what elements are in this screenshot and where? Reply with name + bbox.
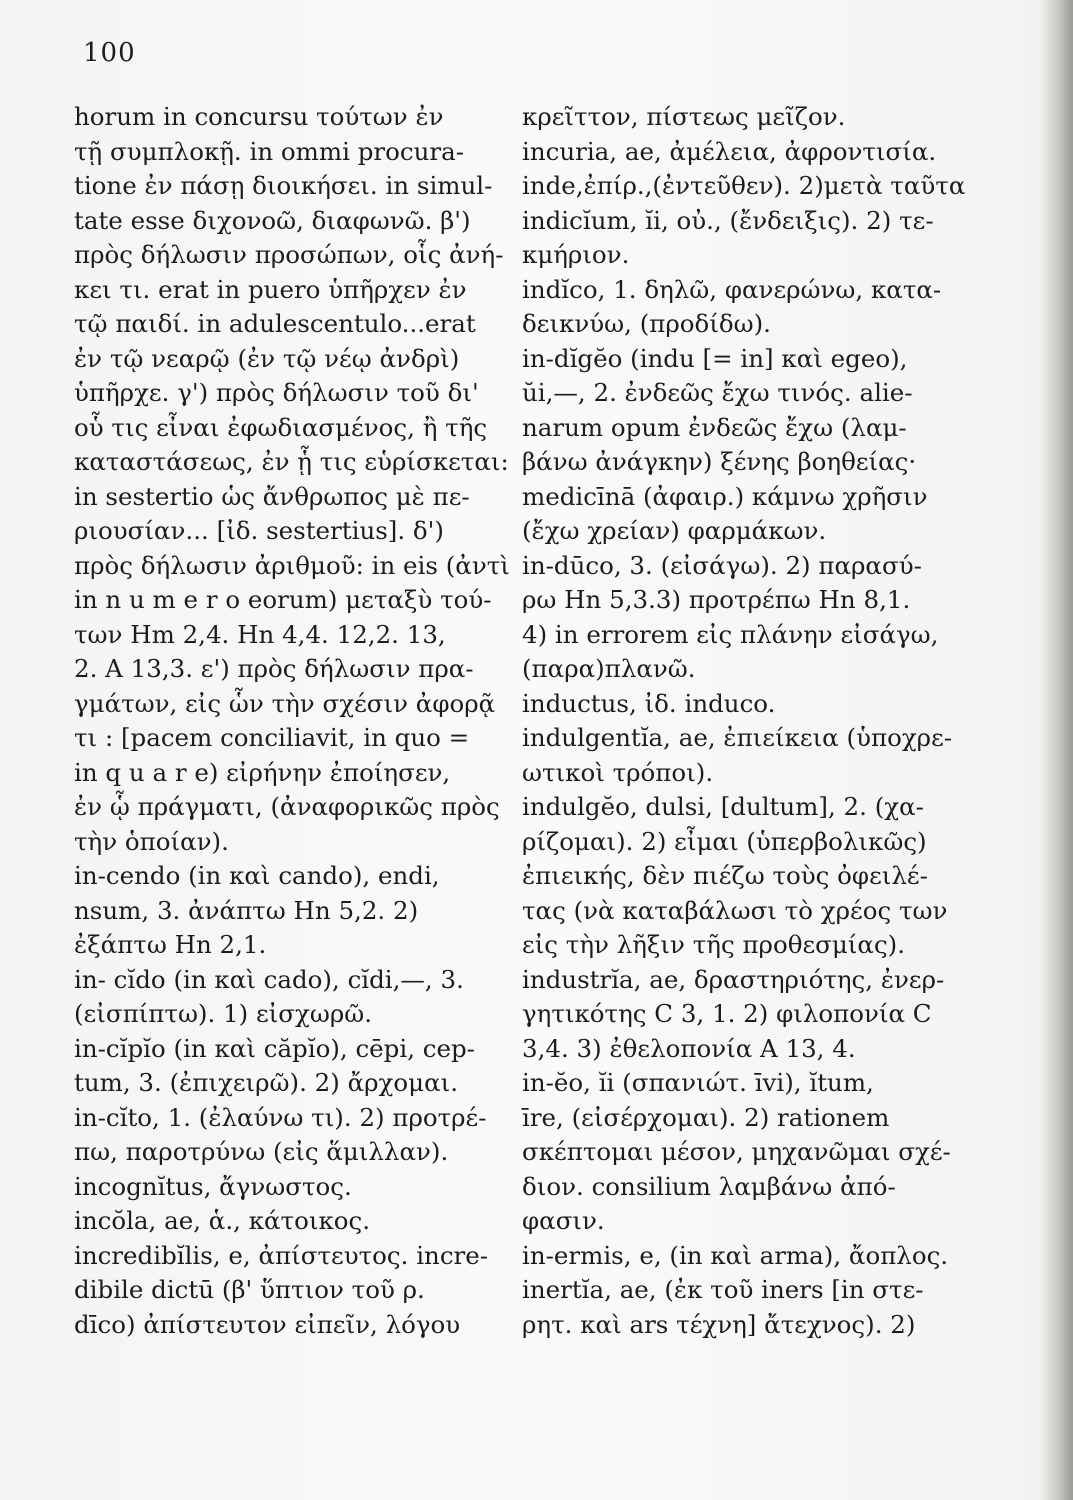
text-line: in-cĭto, 1. (ἐλαύνω τι). 2) προτρέ- xyxy=(74,1102,487,1132)
text-line: ἐν τῷ νεαρῷ (ἐν τῷ νέῳ ἀνδρὶ) xyxy=(74,343,460,373)
text-line: οὗ τις εἶναι ἐφωδιασμένος, ἢ τῆς xyxy=(74,412,488,442)
left-column xyxy=(74,100,514,1342)
text-line: in-cĭpĭo (in καὶ căpĭo), cēpi, cep- xyxy=(74,1033,475,1063)
text-line: inductus, ἰδ. induco. xyxy=(522,688,776,718)
page-number: 100 xyxy=(83,38,136,68)
text-line: πρὸς δήλωσιν προσώπων, οἷς ἀνή- xyxy=(74,240,504,269)
right-column xyxy=(522,100,992,1342)
text-line: medicīnā (ἀφαιρ.) κάμνω χρῆσιν xyxy=(522,481,928,511)
text-line: (παρα)πλανῶ. xyxy=(522,654,696,683)
text-line: καταστάσεως, ἐν ᾗ τις εὑρίσκεται: xyxy=(74,447,509,476)
text-line: incognĭtus, ἄγνωστος. xyxy=(74,1171,352,1201)
text-line: ἐν ᾧ πράγματι, (ἀναφορικῶς πρὸς xyxy=(74,792,500,821)
text-line: ρίζομαι). 2) εἶμαι (ὑπερβολικῶς) xyxy=(522,826,927,856)
text-line: in-ermis, e, (in καὶ arma), ἄοπλος. xyxy=(522,1240,949,1270)
text-line: tum, 3. (ἐπιχειρῶ). 2) ἄρχομαι. xyxy=(74,1068,459,1097)
text-line: γητικότης C 3, 1. 2) φιλοπονία C xyxy=(522,999,932,1028)
text-line: φασιν. xyxy=(522,1206,605,1235)
text-line: dīco) ἀπίστευτον εἰπεῖν, λόγου xyxy=(74,1309,461,1339)
text-line: γμάτων, εἰς ὧν τὴν σχέσιν ἀφορᾷ xyxy=(74,688,496,718)
text-line: διον. consilium λαμβάνω ἀπό- xyxy=(522,1171,896,1201)
text-line: δεικνύω, (προδίδω). xyxy=(522,309,771,338)
text-line: indulgĕo, dulsi, [dultum], 2. (χα- xyxy=(522,792,924,821)
text-line: in-dūco, 3. (εἰσάγω). 2) παρασύ- xyxy=(522,550,922,580)
text-line: ἐπιεικής, δὲν πιέζω τοὺς ὀφειλέ- xyxy=(522,861,928,890)
text-line: ριουσίαν... [ἰδ. sestertius]. δ') xyxy=(74,516,444,545)
text-line: ŭi,—, 2. ἐνδεῶς ἔχω τινός. alie- xyxy=(522,378,913,407)
text-line: (ἔχω χρείαν) φαρμάκων. xyxy=(522,516,827,545)
text-line: πρὸς δήλωσιν ἀριθμοῦ: in eis (ἀντὶ xyxy=(74,550,510,580)
text-line: τῷ παιδί. in adulescentulo...erat xyxy=(74,309,476,338)
text-line: (εἰσπίπτω). 1) εἰσχωρῶ. xyxy=(74,999,373,1028)
text-line: 4) in errorem εἰς πλάνην εἰσάγω, xyxy=(522,619,939,649)
text-line: inde,ἐπίρ.,(ἐντεῦθεν). 2)μετὰ ταῦτα xyxy=(522,171,966,200)
text-line: nsum, 3. ἀνάπτω Hn 5,2. 2) xyxy=(74,895,419,925)
text-line: incŏla, ae, ἁ., κάτοικος. xyxy=(74,1206,371,1235)
text-line: narum opum ἐνδεῶς ἔχω (λαμ- xyxy=(522,412,907,442)
text-line: ρητ. καὶ ars τέχνη] ἄτεχνος). 2) xyxy=(522,1309,916,1339)
text-line: dibile dictū (β' ὕπτιον τοῦ ρ. xyxy=(74,1275,425,1304)
text-line: 2. A 13,3. ε') πρὸς δήλωσιν πρα- xyxy=(74,654,474,683)
text-line: κμήριον. xyxy=(522,240,630,269)
text-line: industrĭa, ae, δραστηριότης, ἐνερ- xyxy=(522,964,945,994)
text-line: τῇ συμπλοκῇ. in ommi procura- xyxy=(74,136,464,166)
text-line: ωτικοὶ τρόποι). xyxy=(522,757,714,787)
text-line: των Hm 2,4. Hn 4,4. 12,2. 13, xyxy=(74,619,446,649)
text-line: inertĭa, ae, (ἐκ τοῦ iners [in στε- xyxy=(522,1275,924,1304)
text-line: ρω Hn 5,3.3) προτρέπω Hn 8,1. xyxy=(522,585,911,614)
text-line: ἐξάπτω Hn 2,1. xyxy=(74,930,267,959)
text-line: σκέπτομαι μέσον, μηχανῶμαι σχέ- xyxy=(522,1137,951,1166)
text-line: ὑπῆρχε. γ') πρὸς δήλωσιν τοῦ δι' xyxy=(74,378,479,407)
text-line: κρεῖττον, πίστεως μεῖζον. xyxy=(522,102,846,131)
text-line: indĭco, 1. δηλῶ, φανερώνω, κατα- xyxy=(522,274,942,304)
text-line: τι : [pacem conciliavit, in quo = xyxy=(74,723,470,752)
text-line: indicĭum, ĭi, οὐ., (ἔνδειξις). 2) τε- xyxy=(522,205,934,235)
text-line: in-dĭgĕo (indu [= in] καὶ egeo), xyxy=(522,343,908,373)
text-line: incuria, ae, ἀμέλεια, ἀφροντισία. xyxy=(522,136,937,166)
text-line: horum in concursu τούτων ἐν xyxy=(74,102,444,131)
text-line: βάνω ἀνάγκην) ξένης βοηθείας· xyxy=(522,447,917,476)
text-line: τὴν ὁποίαν). xyxy=(74,826,229,856)
text-line: tione ἐν πάσῃ διοικήσει. in simul- xyxy=(74,171,493,200)
text-line: indulgentĭa, ae, ἐπιείκεια (ὑποχρε- xyxy=(522,723,953,752)
page-edge-shadow xyxy=(1039,0,1073,1500)
text-line: in- cĭdo (in καὶ cado), cĭdi,—, 3. xyxy=(74,964,464,994)
text-line: in q u a r e) εἰρήνην ἐποίησεν, xyxy=(74,757,451,787)
text-line: tate esse διχονοῶ, διαφωνῶ. β') xyxy=(74,205,471,235)
text-line: in sestertio ὡς ἄνθρωπος μὲ πε- xyxy=(74,481,470,511)
text-line: εἰς τὴν λῆξιν τῆς προθεσμίας). xyxy=(522,930,906,959)
text-line: īre, (εἰσέρχομαι). 2) rationem xyxy=(522,1102,890,1132)
text-line: in-cendo (in καὶ cando), endi, xyxy=(74,861,440,890)
text-line: 3,4. 3) ἐθελοπονία A 13, 4. xyxy=(522,1033,856,1063)
text-line: πω, παροτρύνω (εἰς ἅμιλλαν). xyxy=(74,1137,449,1166)
text-line: κει τι. erat in puero ὑπῆρχεν ἐν xyxy=(74,274,467,304)
text-line: in n u m e r o eorum) μεταξὺ τού- xyxy=(74,585,492,614)
text-line: τας (νὰ καταβάλωσι τὸ χρέος των xyxy=(522,895,948,925)
text-line: in-ĕo, ĭi (σπανιώτ. īvi), ĭtum, xyxy=(522,1068,874,1097)
text-line: incredibĭlis, e, ἀπίστευτος. incre- xyxy=(74,1240,489,1270)
